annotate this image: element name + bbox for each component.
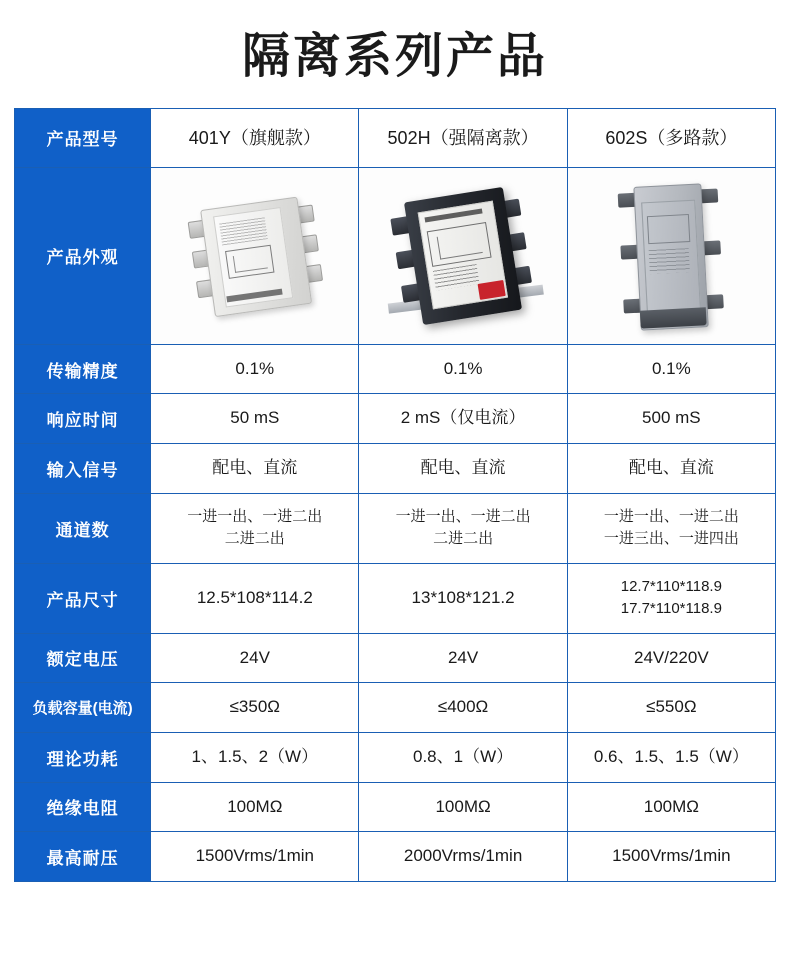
cell-model-502h: 502H（强隔离款） <box>359 108 567 167</box>
page-title: 隔离系列产品 <box>241 30 548 83</box>
faceplate-text-block <box>649 248 690 274</box>
row-label-model: 产品型号 <box>15 108 151 167</box>
cell-load-capacity-502h: ≤400Ω <box>359 683 567 733</box>
table-row <box>15 782 776 832</box>
cell-appearance-401y <box>151 167 359 344</box>
cell-withstand-voltage-401y: 1500Vrms/1min <box>151 832 359 882</box>
cell-response-time-602s: 500 mS <box>567 394 775 444</box>
table-row <box>15 563 776 633</box>
cell-input-signal-502h: 配电、直流 <box>359 443 567 493</box>
cell-appearance-602s <box>567 167 775 344</box>
cell-power-consumption-602s: 0.6、1.5、1.5（W） <box>567 732 775 782</box>
module-graphic-401y <box>185 189 324 323</box>
row-label-appearance: 产品外观 <box>15 167 151 344</box>
cell-power-consumption-502h: 0.8、1（W） <box>359 732 567 782</box>
table-row <box>15 108 776 167</box>
table-row <box>15 493 776 563</box>
product-image-401y <box>151 168 358 344</box>
row-label-withstand-voltage: 最高耐压 <box>15 832 151 882</box>
row-label-insulation-resistance: 绝缘电阻 <box>15 782 151 832</box>
table-row <box>15 344 776 394</box>
cell-rated-voltage-502h: 24V <box>359 633 567 683</box>
cell-accuracy-602s: 0.1% <box>567 344 775 394</box>
cell-channels-602s: 一进一出、一进二出 一进三出、一进四出 <box>567 493 775 563</box>
module-graphic-502h <box>388 180 539 331</box>
module-base-cap <box>640 307 707 328</box>
module-graphic-602s <box>611 178 731 334</box>
cell-accuracy-401y: 0.1% <box>151 344 359 394</box>
cell-load-capacity-602s: ≤550Ω <box>567 683 775 733</box>
row-label-response-time: 响应时间 <box>15 394 151 444</box>
cell-dimensions-502h: 13*108*121.2 <box>359 563 567 633</box>
row-label-dimensions: 产品尺寸 <box>15 563 151 633</box>
cell-channels-502h: 一进一出、一进二出 二进二出 <box>359 493 567 563</box>
cell-rated-voltage-401y: 24V <box>151 633 359 683</box>
table-row <box>15 633 776 683</box>
faceplate-wiring-diagram <box>647 214 690 244</box>
row-label-power-consumption: 理论功耗 <box>15 732 151 782</box>
terminal-block <box>703 240 722 255</box>
cell-accuracy-502h: 0.1% <box>359 344 567 394</box>
cell-input-signal-602s: 配电、直流 <box>567 443 775 493</box>
page-title-area <box>0 0 790 108</box>
cell-load-capacity-401y: ≤350Ω <box>151 683 359 733</box>
row-label-accuracy: 传输精度 <box>15 344 151 394</box>
cell-response-time-502h: 2 mS（仅电流） <box>359 394 567 444</box>
faceplate-wiring-diagram <box>225 244 274 278</box>
row-label-channels: 通道数 <box>15 493 151 563</box>
product-image-602s <box>568 168 775 344</box>
cell-withstand-voltage-502h: 2000Vrms/1min <box>359 832 567 882</box>
cell-withstand-voltage-602s: 1500Vrms/1min <box>567 832 775 882</box>
table-row <box>15 832 776 882</box>
spec-table-container <box>14 108 776 882</box>
table-row <box>15 394 776 444</box>
table-row <box>15 683 776 733</box>
cell-model-602s: 602S（多路款） <box>567 108 775 167</box>
cell-appearance-502h <box>359 167 567 344</box>
cell-channels-401y: 一进一出、一进二出 二进二出 <box>151 493 359 563</box>
cell-rated-voltage-602s: 24V/220V <box>567 633 775 683</box>
cell-dimensions-401y: 12.5*108*114.2 <box>151 563 359 633</box>
cell-model-401y: 401Y（旗舰款） <box>151 108 359 167</box>
terminal-block <box>705 294 724 309</box>
cell-insulation-resistance-602s: 100MΩ <box>567 782 775 832</box>
terminal-block <box>700 188 719 203</box>
cell-response-time-401y: 50 mS <box>151 394 359 444</box>
product-image-502h <box>359 168 566 344</box>
cell-insulation-resistance-401y: 100MΩ <box>151 782 359 832</box>
cell-input-signal-401y: 配电、直流 <box>151 443 359 493</box>
table-row <box>15 167 776 344</box>
row-label-load-capacity: 负载容量(电流) <box>15 683 151 733</box>
row-label-input-signal: 输入信号 <box>15 443 151 493</box>
cell-insulation-resistance-502h: 100MΩ <box>359 782 567 832</box>
cell-dimensions-602s: 12.7*110*118.9 17.7*110*118.9 <box>567 563 775 633</box>
cell-power-consumption-401y: 1、1.5、2（W） <box>151 732 359 782</box>
table-row <box>15 443 776 493</box>
spec-table <box>14 108 776 882</box>
row-label-rated-voltage: 额定电压 <box>15 633 151 683</box>
table-row <box>15 732 776 782</box>
